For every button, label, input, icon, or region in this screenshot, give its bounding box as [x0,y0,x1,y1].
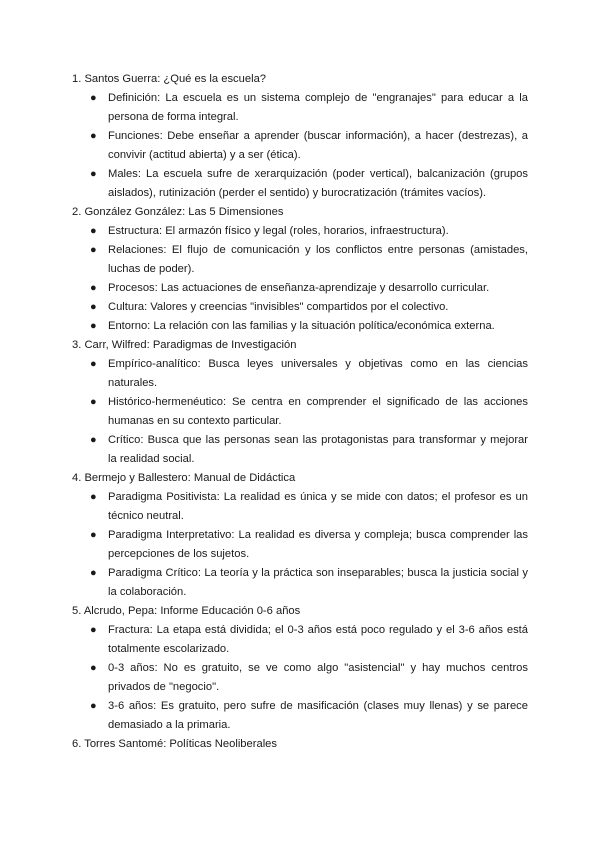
section-heading: 2. González González: Las 5 Dimensiones [72,206,284,218]
bullet-icon: ● [90,92,97,104]
list-item [72,488,528,526]
list-item-text: Paradigma Crítico: La teoría y la práctica son inseparables; busca la justicia social y la colaboración. [108,567,528,598]
list-item-text: Males: La escuela sufre de xerarquización (poder vertical), balcanización (grupos aislados), rutinización (perder el sentido) y burocratización (trámites vacíos). [108,168,528,199]
list-item [72,317,528,336]
bullet-icon: ● [90,434,97,446]
list-item-text: Procesos: Las actuaciones de enseñanza-aprendizaje y desarrollo curricular. [108,282,490,294]
bullet-icon: ● [90,700,97,712]
list-item [72,659,528,697]
bullet-icon: ● [90,662,97,674]
list-item [72,697,528,735]
bullet-icon: ● [90,624,97,636]
list-item [72,241,528,279]
bullet-icon: ● [90,168,97,180]
bullet-icon: ● [90,529,97,541]
list-item-text: Fractura: La etapa está dividida; el 0-3 años está poco regulado y el 3-6 años está totalmente escolarizado. [108,624,528,655]
bullet-list [72,222,528,336]
list-item-text: Paradigma Positivista: La realidad es única y se mide con datos; el profesor es un técnico neutral. [108,491,528,522]
section-2 [72,203,528,336]
section-1 [72,70,528,203]
list-item [72,564,528,602]
list-item [72,431,528,469]
list-item [72,127,528,165]
section-heading: 3. Carr, Wilfred: Paradigmas de Investigación [72,339,297,351]
bullet-icon: ● [90,358,97,370]
bullet-icon: ● [90,396,97,408]
document-page [72,70,528,754]
bullet-icon: ● [90,320,97,332]
list-item-text: Cultura: Valores y creencias "invisibles" compartidos por el colectivo. [108,301,449,313]
list-item-text: Definición: La escuela es un sistema complejo de "engranajes" para educar a la persona de forma integral. [108,92,528,123]
section-3 [72,336,528,469]
list-item-text: Entorno: La relación con las familias y la situación política/económica externa. [108,320,495,332]
bullet-list [72,355,528,469]
bullet-icon: ● [90,282,97,294]
list-item-text: Estructura: El armazón físico y legal (roles, horarios, infraestructura). [108,225,449,237]
section-heading: 4. Bermejo y Ballestero: Manual de Didáctica [72,472,296,484]
bullet-icon: ● [90,491,97,503]
list-item-text: Crítico: Busca que las personas sean las protagonistas para transformar y mejorar la realidad social. [108,434,528,465]
list-item-text: Empírico-analítico: Busca leyes universales y objetivas como en las ciencias naturales. [108,358,528,389]
list-item [72,621,528,659]
bullet-list [72,621,528,735]
bullet-list [72,89,528,203]
list-item [72,355,528,393]
list-item [72,393,528,431]
bullet-icon: ● [90,130,97,142]
section-heading: 1. Santos Guerra: ¿Qué es la escuela? [72,73,267,85]
list-item-text: Funciones: Debe enseñar a aprender (buscar información), a hacer (destrezas), a convivir (actitud abierta) y a ser (ética). [108,130,528,161]
list-item-text: 0-3 años: No es gratuito, se ve como algo "asistencial" y hay muchos centros privados de "negocio". [108,662,528,693]
section-6 [72,735,528,754]
bullet-list [72,488,528,602]
bullet-icon: ● [90,567,97,579]
section-heading: 5. Alcrudo, Pepa: Informe Educación 0-6 años [72,605,301,617]
list-item [72,298,528,317]
list-item [72,526,528,564]
list-item-text: 3-6 años: Es gratuito, pero sufre de masificación (clases muy llenas) y se parece demasiado a la primaria. [108,700,528,731]
list-item [72,89,528,127]
bullet-icon: ● [90,301,97,313]
list-item-text: Paradigma Interpretativo: La realidad es diversa y compleja; busca comprender las percepciones de los sujetos. [108,529,528,560]
bullet-icon: ● [90,244,97,256]
section-4 [72,469,528,602]
list-item [72,279,528,298]
section-heading: 6. Torres Santomé: Políticas Neoliberales [72,738,277,750]
list-item-text: Histórico-hermenéutico: Se centra en comprender el significado de las acciones humanas en su contexto particular. [108,396,528,427]
list-item [72,165,528,203]
list-item [72,222,528,241]
section-5 [72,602,528,735]
list-item-text: Relaciones: El flujo de comunicación y los conflictos entre personas (amistades, luchas de poder). [108,244,528,275]
bullet-icon: ● [90,225,97,237]
